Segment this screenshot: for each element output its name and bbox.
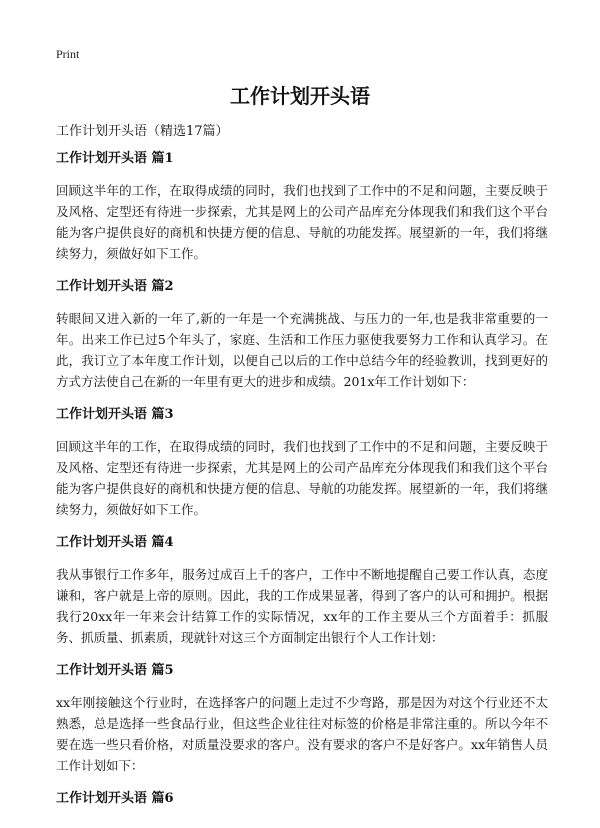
section-body: 回顾这半年的工作，在取得成绩的同时，我们也找到了工作中的不足和问题，主要反映于及风格、定型还有待进一步探索，尤其是网上的公司产品库充分体现我们和我们这个平台能为客户提供良好的商机和快捷方便的信息、导航的功能发挥。展望新的一年，我们将继续努力，须做好如下工作。 xyxy=(56,183,548,261)
document-content xyxy=(56,150,548,822)
section-body: 转眼间又进入新的一年了,新的一年是一个充满挑战、与压力的一年,也是我非常重要的一年。出来工作已过5个年头了，家庭、生活和工作压力驱使我要努力工作和认真学习。在此，我订立了本年度工作计划，以便自己以后的工作中总结今年的经验教训，找到更好的方式方法使自己在新的一年里有更大的进步和成绩。201x年工作计划如下： xyxy=(56,311,548,389)
section-4 xyxy=(56,534,548,648)
section-heading: 工作计划开头语 篇1 xyxy=(56,151,174,166)
section-heading: 工作计划开头语 篇4 xyxy=(56,535,174,550)
document-subtitle: 工作计划开头语（精选17篇） xyxy=(56,124,229,139)
section-heading: 工作计划开头语 篇2 xyxy=(56,279,174,294)
section-1 xyxy=(56,150,548,264)
page-title: 工作计划开头语 xyxy=(230,84,370,108)
section-5 xyxy=(56,662,548,776)
section-3 xyxy=(56,406,548,520)
section-body: 我从事银行工作多年，服务过成百上千的客户，工作中不断地提醒自己要工作认真，态度谦和，客户就是上帝的原则。因此，我的工作成果显著，得到了客户的认可和拥护。根据我行20xx年一年来会计结算工作的实际情况，xx年的工作主要从三个方面着手：抓服务、抓质量、抓素质，现就针对这三个方面制定出银行个人工作计划： xyxy=(56,567,548,645)
section-body: 回顾这半年的工作，在取得成绩的同时，我们也找到了工作中的不足和问题，主要反映于及风格、定型还有待进一步探索，尤其是网上的公司产品库充分体现我们和我们这个平台能为客户提供良好的商机和快捷方便的信息、导航的功能发挥。展望新的一年，我们将继续努力，须做好如下工作。 xyxy=(56,439,548,517)
print-label[interactable]: Print xyxy=(56,47,80,61)
section-body: xx年刚接触这个行业时，在选择客户的问题上走过不少弯路，那是因为对这个行业还不太熟悉，总是选择一些食品行业，但这些企业往往对标签的价格是非常注重的。所以今年不要在选一些只看价格，对质量没要求的客户。没有要求的客户不是好客户。xx年销售人员工作计划如下： xyxy=(56,695,548,773)
section-2 xyxy=(56,278,548,392)
section-heading: 工作计划开头语 篇5 xyxy=(56,663,174,678)
section-heading: 工作计划开头语 篇6 xyxy=(56,791,174,806)
section-6 xyxy=(56,790,548,808)
section-heading: 工作计划开头语 篇3 xyxy=(56,407,174,422)
